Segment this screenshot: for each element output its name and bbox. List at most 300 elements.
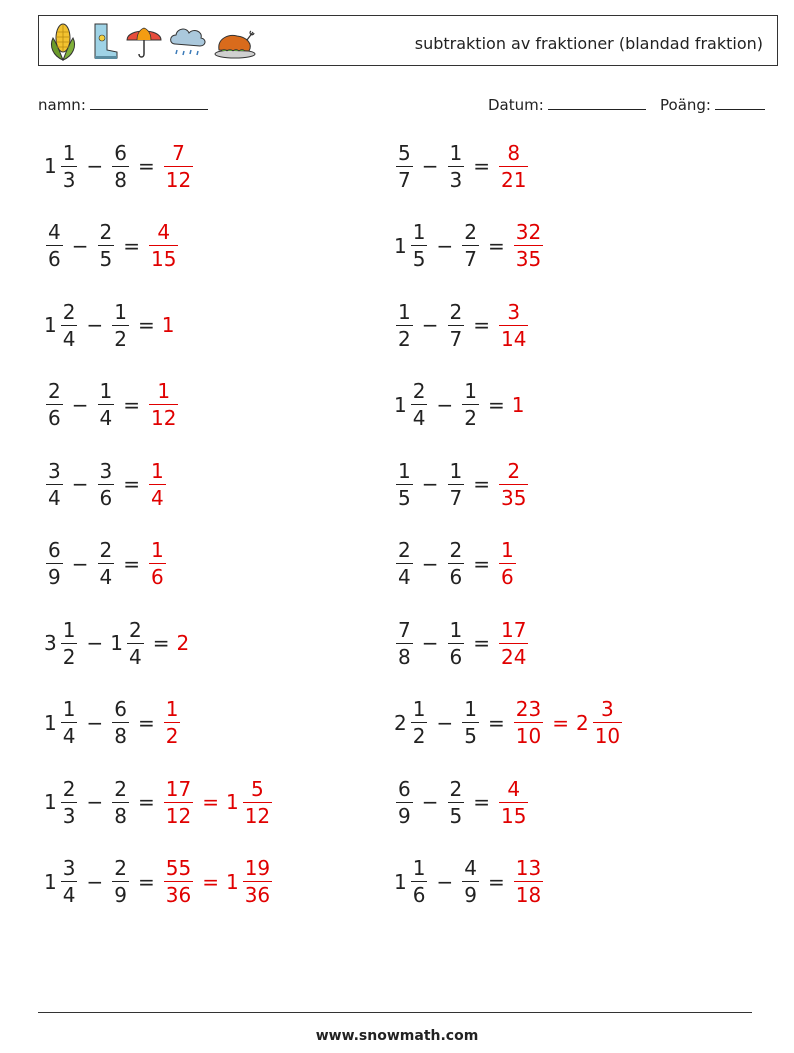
whole-number: 3 bbox=[44, 631, 57, 655]
numerator: 19 bbox=[244, 856, 271, 880]
answer bbox=[162, 776, 195, 828]
numerator: 1 bbox=[62, 617, 76, 642]
answer-fraction bbox=[149, 222, 178, 269]
score-blank[interactable] bbox=[715, 95, 765, 110]
answer-fraction bbox=[243, 858, 272, 905]
denominator: 36 bbox=[244, 883, 271, 907]
problem-2 bbox=[394, 138, 530, 194]
problem-16 bbox=[394, 695, 624, 751]
denominator: 4 bbox=[128, 644, 142, 669]
numerator: 1 bbox=[157, 379, 171, 403]
denominator: 10 bbox=[515, 724, 542, 748]
equals-sign: = bbox=[123, 551, 140, 576]
answer-fraction bbox=[499, 458, 528, 510]
answer-whole: 1 bbox=[225, 790, 239, 814]
denominator: 15 bbox=[501, 803, 527, 828]
fraction bbox=[411, 222, 428, 269]
numerator: 2 bbox=[449, 299, 463, 324]
fraction bbox=[396, 617, 413, 669]
answer bbox=[497, 458, 530, 510]
answer-fraction bbox=[243, 776, 272, 828]
answer bbox=[576, 699, 624, 746]
fraction bbox=[61, 140, 78, 192]
numerator: 1 bbox=[412, 856, 426, 880]
denominator: 8 bbox=[114, 724, 127, 748]
answer bbox=[162, 140, 195, 192]
denominator: 6 bbox=[449, 644, 463, 669]
denominator: 6 bbox=[151, 565, 164, 589]
denominator: 5 bbox=[99, 247, 113, 271]
denominator: 6 bbox=[48, 247, 61, 271]
answer-whole: 1 bbox=[161, 313, 175, 337]
numerator: 1 bbox=[99, 379, 113, 403]
problem-15 bbox=[44, 695, 182, 751]
numerator: 1 bbox=[449, 458, 463, 483]
problem-8 bbox=[394, 377, 526, 433]
denominator: 15 bbox=[151, 247, 177, 271]
fraction bbox=[411, 381, 428, 428]
numerator: 2 bbox=[464, 220, 477, 244]
problem-18 bbox=[394, 774, 530, 830]
numerator: 6 bbox=[398, 776, 411, 801]
fraction bbox=[98, 458, 115, 510]
numerator: 1 bbox=[398, 458, 411, 483]
minus-sign: − bbox=[86, 710, 104, 735]
whole-number: 1 bbox=[44, 869, 57, 894]
fraction bbox=[448, 140, 465, 192]
answer bbox=[147, 540, 168, 587]
denominator: 5 bbox=[464, 724, 477, 748]
problem-7 bbox=[44, 377, 180, 433]
problem-9 bbox=[44, 456, 168, 512]
numerator: 6 bbox=[114, 140, 127, 165]
answer-fraction bbox=[514, 222, 543, 269]
numerator: 1 bbox=[464, 379, 477, 403]
denominator: 21 bbox=[501, 167, 527, 192]
equals-sign: = bbox=[137, 710, 155, 735]
denominator: 6 bbox=[501, 565, 514, 589]
numerator: 3 bbox=[62, 856, 76, 880]
denominator: 12 bbox=[244, 803, 271, 828]
equals-sign: = bbox=[473, 313, 490, 337]
fraction bbox=[112, 858, 129, 905]
fraction bbox=[46, 381, 63, 428]
denominator: 3 bbox=[62, 803, 76, 828]
denominator: 2 bbox=[165, 724, 179, 748]
score-label: Poäng: bbox=[660, 96, 711, 114]
numerator: 3 bbox=[48, 458, 61, 483]
denominator: 4 bbox=[48, 485, 61, 510]
rain-boot-icon bbox=[85, 20, 121, 62]
denominator: 2 bbox=[114, 326, 127, 351]
answer-fraction bbox=[164, 776, 193, 828]
answer-fraction bbox=[149, 540, 166, 587]
minus-sign: − bbox=[86, 313, 104, 337]
denominator: 4 bbox=[62, 883, 76, 907]
denominator: 3 bbox=[449, 167, 463, 192]
denominator: 9 bbox=[114, 883, 127, 907]
whole-number: 1 bbox=[394, 392, 407, 417]
equals-sign: = bbox=[473, 790, 490, 814]
numerator: 1 bbox=[412, 697, 426, 721]
equals-sign: = bbox=[123, 472, 140, 496]
numerator: 1 bbox=[62, 140, 76, 165]
answer-fraction bbox=[499, 140, 528, 192]
denominator: 6 bbox=[412, 883, 426, 907]
minus-sign: − bbox=[421, 790, 439, 814]
denominator: 35 bbox=[501, 485, 527, 510]
minus-sign: − bbox=[86, 154, 104, 178]
answer-fraction bbox=[149, 458, 166, 510]
fraction bbox=[396, 458, 413, 510]
equals-sign: = bbox=[473, 472, 490, 496]
denominator: 7 bbox=[464, 247, 477, 271]
equals-sign: = bbox=[473, 154, 490, 178]
answer bbox=[162, 858, 195, 905]
fraction bbox=[448, 540, 465, 587]
fraction bbox=[46, 540, 63, 587]
denominator: 35 bbox=[515, 247, 542, 271]
fraction bbox=[396, 540, 413, 587]
numerator: 2 bbox=[449, 776, 463, 801]
denominator: 6 bbox=[449, 565, 463, 589]
denominator: 14 bbox=[501, 326, 527, 351]
denominator: 9 bbox=[48, 565, 61, 589]
numerator: 1 bbox=[151, 458, 164, 483]
footer-url: www.snowmath.com bbox=[315, 1028, 479, 1044]
fraction bbox=[411, 699, 428, 746]
date-blank[interactable] bbox=[548, 95, 646, 110]
worksheet-title: subtraktion av fraktioner (blandad fraktion) bbox=[414, 34, 763, 53]
whole-number: 1 bbox=[110, 631, 123, 655]
fraction bbox=[98, 381, 115, 428]
minus-sign: − bbox=[86, 869, 104, 894]
equals-sign: = bbox=[123, 392, 140, 417]
numerator: 2 bbox=[114, 856, 127, 880]
numerator: 1 bbox=[412, 220, 426, 244]
minus-sign: − bbox=[436, 392, 454, 417]
numerator: 5 bbox=[251, 776, 264, 801]
numerator: 4 bbox=[507, 776, 521, 801]
problem-11 bbox=[44, 536, 168, 592]
denominator: 7 bbox=[398, 167, 411, 192]
answer bbox=[511, 392, 527, 417]
numerator: 2 bbox=[507, 458, 521, 483]
answer bbox=[147, 222, 180, 269]
answer bbox=[512, 222, 545, 269]
fraction bbox=[448, 299, 465, 351]
name-blank[interactable] bbox=[90, 95, 208, 110]
numerator: 6 bbox=[114, 697, 127, 721]
numerator: 1 bbox=[501, 538, 514, 562]
numerator: 2 bbox=[62, 776, 76, 801]
fraction bbox=[61, 299, 78, 351]
fraction bbox=[112, 776, 129, 828]
numerator: 5 bbox=[398, 140, 411, 165]
minus-sign: − bbox=[421, 313, 439, 337]
fraction bbox=[61, 776, 78, 828]
whole-number: 1 bbox=[44, 154, 57, 178]
numerator: 1 bbox=[449, 140, 463, 165]
numerator: 7 bbox=[172, 140, 185, 165]
denominator: 4 bbox=[99, 565, 113, 589]
problem-13 bbox=[44, 615, 191, 671]
denominator: 8 bbox=[114, 167, 127, 192]
fraction bbox=[61, 617, 78, 669]
numerator: 32 bbox=[515, 220, 542, 244]
equals-sign: = bbox=[137, 154, 155, 178]
denominator: 5 bbox=[449, 803, 463, 828]
answer bbox=[147, 458, 168, 510]
equals-sign: = bbox=[123, 233, 140, 258]
numerator: 7 bbox=[398, 617, 411, 642]
fraction bbox=[462, 699, 479, 746]
denominator: 6 bbox=[48, 406, 61, 430]
answer-equals-sign: = bbox=[202, 869, 219, 894]
fraction bbox=[448, 776, 465, 828]
fraction bbox=[112, 140, 129, 192]
problem-14 bbox=[394, 615, 530, 671]
numerator: 1 bbox=[464, 697, 477, 721]
fraction bbox=[46, 458, 63, 510]
denominator: 4 bbox=[62, 724, 76, 748]
numerator: 1 bbox=[449, 617, 463, 642]
answer-fraction bbox=[514, 858, 543, 905]
answer-whole: 2 bbox=[575, 710, 589, 735]
numerator: 17 bbox=[501, 617, 527, 642]
answer-fraction bbox=[499, 540, 516, 587]
fraction bbox=[112, 299, 129, 351]
numerator: 2 bbox=[412, 379, 426, 403]
equals-sign: = bbox=[152, 631, 170, 655]
numerator: 3 bbox=[99, 458, 113, 483]
answer bbox=[225, 776, 274, 828]
equals-sign: = bbox=[137, 790, 155, 814]
numerator: 3 bbox=[507, 299, 521, 324]
denominator: 24 bbox=[501, 644, 527, 669]
equals-sign: = bbox=[487, 233, 505, 258]
numerator: 55 bbox=[165, 856, 192, 880]
answer-fraction bbox=[164, 858, 193, 905]
numerator: 4 bbox=[157, 220, 171, 244]
numerator: 2 bbox=[398, 538, 411, 562]
whole-number: 1 bbox=[44, 710, 57, 735]
denominator: 2 bbox=[412, 724, 426, 748]
fraction bbox=[98, 540, 115, 587]
denominator: 8 bbox=[114, 803, 127, 828]
umbrella-icon bbox=[125, 20, 163, 62]
numerator: 1 bbox=[165, 697, 179, 721]
corn-icon bbox=[45, 20, 81, 62]
denominator: 12 bbox=[165, 803, 192, 828]
numerator: 1 bbox=[62, 697, 76, 721]
answer-equals-sign: = bbox=[552, 710, 569, 735]
numerator: 23 bbox=[515, 697, 542, 721]
problem-10 bbox=[394, 456, 530, 512]
denominator: 12 bbox=[151, 406, 177, 430]
score-field bbox=[660, 95, 765, 114]
name-label: namn: bbox=[38, 96, 86, 114]
equals-sign: = bbox=[473, 551, 490, 576]
answer-fraction bbox=[499, 299, 528, 351]
minus-sign: − bbox=[71, 472, 89, 496]
denominator: 36 bbox=[165, 883, 192, 907]
answer bbox=[147, 381, 180, 428]
problem-4 bbox=[394, 218, 545, 274]
whole-number: 1 bbox=[44, 313, 57, 337]
rain-cloud-icon bbox=[167, 20, 209, 62]
equals-sign: = bbox=[487, 710, 505, 735]
numerator: 1 bbox=[398, 299, 411, 324]
denominator: 2 bbox=[464, 406, 477, 430]
numerator: 2 bbox=[62, 299, 76, 324]
fraction bbox=[462, 858, 479, 905]
minus-sign: − bbox=[71, 392, 89, 417]
answer-fraction bbox=[499, 617, 528, 669]
fraction bbox=[112, 699, 129, 746]
denominator: 4 bbox=[412, 406, 426, 430]
answer-fraction bbox=[514, 699, 543, 746]
header-icons bbox=[45, 20, 259, 62]
fraction bbox=[411, 858, 428, 905]
problem-1 bbox=[44, 138, 195, 194]
problem-19 bbox=[44, 854, 274, 910]
problem-5 bbox=[44, 297, 176, 353]
fraction bbox=[396, 299, 413, 351]
problem-20 bbox=[394, 854, 545, 910]
numerator: 2 bbox=[99, 220, 113, 244]
answer bbox=[176, 633, 191, 653]
numerator: 4 bbox=[464, 856, 477, 880]
denominator: 10 bbox=[594, 724, 621, 748]
whole-number: 1 bbox=[394, 869, 407, 894]
minus-sign: − bbox=[421, 472, 439, 496]
fraction bbox=[98, 222, 115, 269]
fraction bbox=[462, 222, 479, 269]
numerator: 13 bbox=[515, 856, 542, 880]
denominator: 5 bbox=[412, 247, 426, 271]
numerator: 2 bbox=[48, 379, 61, 403]
equals-sign: = bbox=[487, 869, 505, 894]
answer bbox=[497, 617, 530, 669]
fraction bbox=[462, 381, 479, 428]
fraction bbox=[61, 699, 78, 746]
fraction bbox=[396, 140, 413, 192]
whole-number: 2 bbox=[394, 710, 407, 735]
equals-sign: = bbox=[137, 869, 155, 894]
denominator: 7 bbox=[449, 485, 463, 510]
answer bbox=[226, 858, 274, 905]
denominator: 4 bbox=[99, 406, 113, 430]
denominator: 2 bbox=[62, 644, 76, 669]
numerator: 8 bbox=[507, 140, 521, 165]
numerator: 1 bbox=[114, 299, 127, 324]
equals-sign: = bbox=[487, 392, 505, 417]
header-box bbox=[38, 15, 778, 66]
answer bbox=[162, 315, 177, 335]
fraction bbox=[61, 858, 78, 905]
minus-sign: − bbox=[71, 233, 89, 258]
fraction bbox=[46, 222, 63, 269]
answer bbox=[512, 699, 545, 746]
denominator: 4 bbox=[398, 565, 411, 589]
numerator: 2 bbox=[99, 538, 113, 562]
problem-3 bbox=[44, 218, 180, 274]
numerator: 2 bbox=[128, 617, 142, 642]
denominator: 5 bbox=[398, 485, 411, 510]
answer-whole: 2 bbox=[176, 631, 190, 655]
minus-sign: − bbox=[421, 154, 439, 178]
denominator: 9 bbox=[398, 803, 411, 828]
date-field bbox=[488, 95, 646, 114]
numerator: 2 bbox=[449, 538, 463, 562]
date-label: Datum: bbox=[488, 96, 544, 114]
minus-sign: − bbox=[421, 631, 439, 655]
answer-whole: 1 bbox=[511, 392, 525, 417]
denominator: 2 bbox=[398, 326, 411, 351]
answer bbox=[497, 776, 530, 828]
minus-sign: − bbox=[86, 631, 104, 655]
fraction bbox=[127, 617, 144, 669]
answer bbox=[497, 540, 518, 587]
roast-turkey-icon bbox=[213, 20, 259, 62]
answer-equals-sign: = bbox=[202, 790, 219, 814]
answer-fraction bbox=[164, 699, 181, 746]
answer-fraction bbox=[164, 140, 193, 192]
denominator: 12 bbox=[165, 167, 192, 192]
fraction bbox=[396, 776, 413, 828]
denominator: 7 bbox=[449, 326, 463, 351]
numerator: 1 bbox=[151, 538, 164, 562]
answer-fraction bbox=[149, 381, 178, 428]
minus-sign: − bbox=[436, 710, 454, 735]
denominator: 8 bbox=[398, 644, 411, 669]
problem-6 bbox=[394, 297, 530, 353]
whole-number: 1 bbox=[44, 790, 57, 814]
answer-whole: 1 bbox=[225, 869, 239, 894]
problem-12 bbox=[394, 536, 518, 592]
denominator: 4 bbox=[62, 326, 76, 351]
answer-fraction bbox=[499, 776, 528, 828]
denominator: 6 bbox=[99, 485, 113, 510]
numerator: 17 bbox=[165, 776, 192, 801]
numerator: 4 bbox=[48, 220, 61, 244]
answer bbox=[512, 858, 545, 905]
denominator: 18 bbox=[515, 883, 542, 907]
whole-number: 1 bbox=[394, 233, 407, 258]
denominator: 3 bbox=[62, 167, 76, 192]
numerator: 6 bbox=[48, 538, 61, 562]
minus-sign: − bbox=[436, 869, 454, 894]
denominator: 4 bbox=[151, 485, 164, 510]
minus-sign: − bbox=[71, 551, 89, 576]
fraction bbox=[448, 458, 465, 510]
minus-sign: − bbox=[436, 233, 454, 258]
footer-divider bbox=[38, 1012, 752, 1013]
name-field bbox=[38, 95, 208, 114]
answer bbox=[497, 299, 530, 351]
numerator: 3 bbox=[601, 697, 614, 721]
numerator: 2 bbox=[114, 776, 127, 801]
problem-17 bbox=[44, 774, 274, 830]
fraction bbox=[448, 617, 465, 669]
equals-sign: = bbox=[137, 313, 155, 337]
answer bbox=[162, 699, 183, 746]
minus-sign: − bbox=[86, 790, 104, 814]
equals-sign: = bbox=[473, 631, 490, 655]
answer-fraction bbox=[593, 699, 622, 746]
minus-sign: − bbox=[421, 551, 439, 576]
